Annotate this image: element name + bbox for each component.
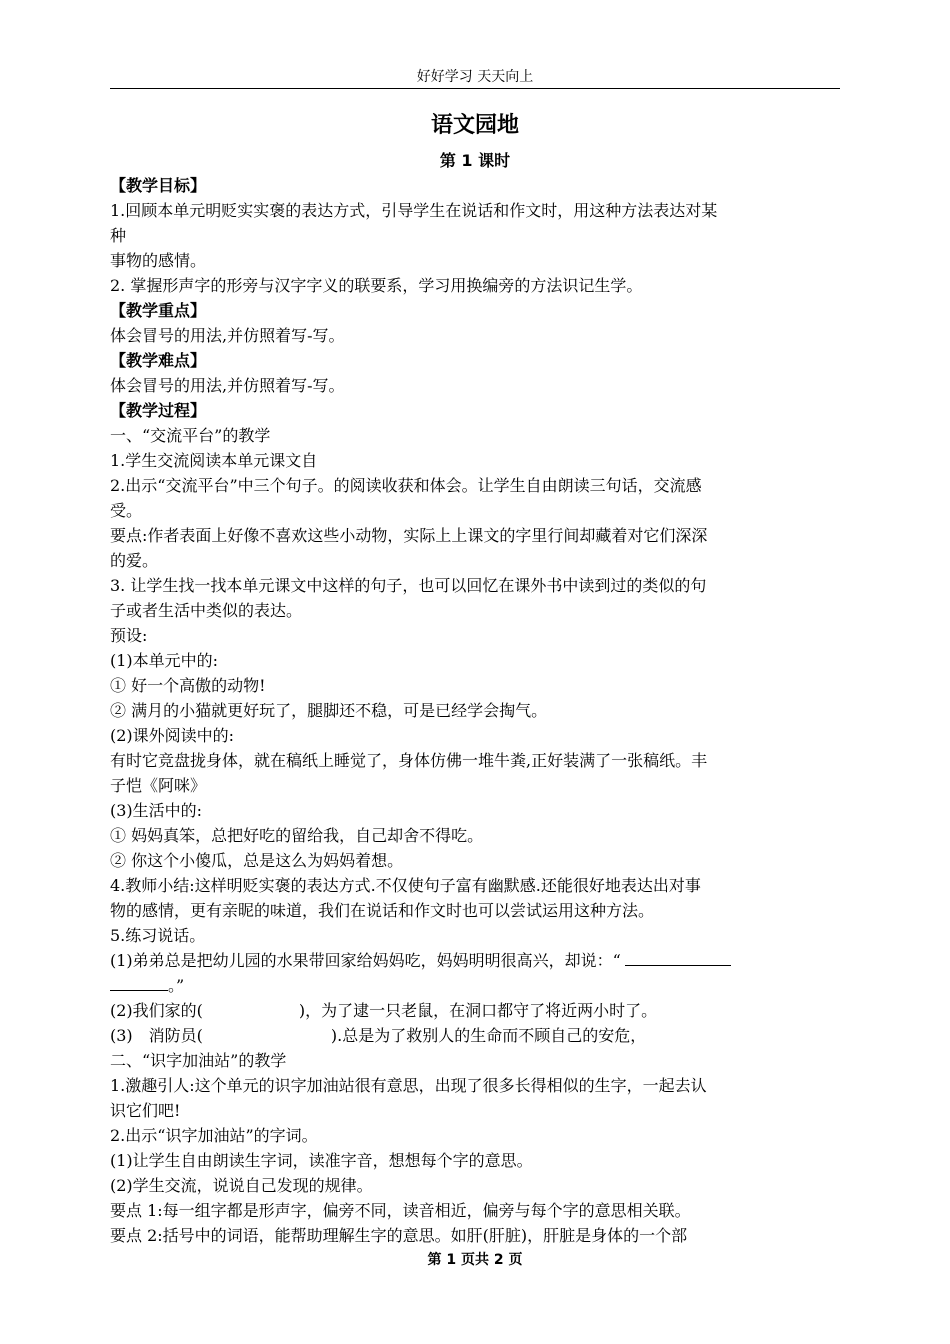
section-heading	[110, 173, 840, 198]
line-text: 1.回顾本单元明贬实实褒的表达方式，引导学生在说话和作文时，用这种方法表达对某	[110, 201, 718, 220]
line-text: 5.练习说话。	[110, 926, 206, 945]
line-text: 【教学过程】	[110, 401, 207, 420]
text-line	[110, 673, 840, 698]
text-line	[110, 373, 840, 398]
line-text: 【教学目标】	[110, 176, 207, 195]
line-text: 物的感情，更有亲昵的味道，我们在说话和作文时也可以尝试运用这种方法。	[110, 901, 655, 920]
text-line	[110, 323, 840, 348]
line-text: 识它们吧!	[110, 1101, 181, 1120]
line-text: 子或者生活中类似的表达。	[110, 601, 303, 620]
text-line	[110, 248, 840, 273]
text-line	[110, 848, 840, 873]
lesson-subtitle: 第 1 课时	[439, 151, 511, 170]
line-text: ② 满月的小猫就更好玩了，腿脚还不稳，可是已经学会掏气。	[110, 701, 548, 720]
line-text: (3)生活中的:	[110, 801, 203, 820]
line-text: 【教学重点】	[110, 301, 207, 320]
line-text: (1)让学生自由朗读生字词，读准字音，想想每个字的意思。	[110, 1151, 533, 1170]
line-text: 要点 1:每一组字都是形声字，偏旁不同，读音相近，偏旁与每个字的意思相关联。	[110, 1201, 691, 1220]
line-text: 预设:	[110, 626, 148, 645]
text-line	[110, 1048, 840, 1073]
text-line	[110, 1223, 840, 1248]
document-body	[110, 173, 840, 1248]
text-line	[110, 723, 840, 748]
line-text: 。”	[168, 976, 185, 995]
text-line	[110, 773, 840, 798]
text-line	[110, 1123, 840, 1148]
line-text: 有时它竞盘拢身体，就在稿纸上睡觉了，身体仿佛一堆牛粪,正好装满了一张稿纸。丰	[110, 751, 708, 770]
text-line	[110, 1173, 840, 1198]
text-line	[110, 898, 840, 923]
text-line	[110, 1198, 840, 1223]
line-text: 2.出示“识字加油站”的字词。	[110, 1126, 318, 1145]
text-line	[110, 548, 840, 573]
line-text: 二、“识字加油站”的教学	[110, 1051, 287, 1070]
text-line	[110, 198, 840, 223]
text-line	[110, 823, 840, 848]
page-header: 好好学习 天天向上	[110, 66, 840, 89]
line-text: 体会冒号的用法,并仿照着写-写。	[110, 376, 345, 395]
line-text: 一、“交流平台”的教学	[110, 426, 271, 445]
line-text: 要点 2:括号中的词语，能帮助理解生字的意思。如肝(肝脏)，肝脏是身体的一个部	[110, 1226, 688, 1245]
page-footer: 第 1 页共 2 页	[427, 1252, 523, 1268]
text-line	[110, 598, 840, 623]
text-line	[110, 523, 840, 548]
text-line	[110, 273, 840, 298]
text-line	[110, 1073, 840, 1098]
text-line	[110, 448, 840, 473]
line-text: 要点:作者表面上好像不喜欢这些小动物，实际上上课文的字里行间却藏着对它们深深	[110, 526, 708, 545]
text-line	[110, 948, 840, 973]
line-text: 事物的感情。	[110, 251, 207, 270]
text-line	[110, 873, 840, 898]
line-text: 3. 让学生找一找本单元课文中这样的句子，也可以回忆在课外书中读到过的类似的句	[110, 576, 707, 595]
line-text: 体会冒号的用法,并仿照着写-写。	[110, 326, 345, 345]
line-text: ① 妈妈真笨，总把好吃的留给我，自己却舍不得吃。	[110, 826, 484, 845]
text-line	[110, 223, 840, 248]
text-line	[110, 998, 840, 1023]
line-text: (2)课外阅读中的:	[110, 726, 235, 745]
section-heading	[110, 348, 840, 373]
text-line	[110, 623, 840, 648]
text-line	[110, 423, 840, 448]
text-line	[110, 798, 840, 823]
line-text: ① 好一个高傲的动物!	[110, 676, 266, 695]
text-line	[110, 698, 840, 723]
line-text: ② 你这个小傻瓜，总是这么为妈妈着想。	[110, 851, 404, 870]
line-text: 2. 掌握形声字的形旁与汉字字义的联要系，学习用换编旁的方法识记生学。	[110, 276, 643, 295]
text-line	[110, 1098, 840, 1123]
line-text: 种	[110, 226, 127, 245]
text-line	[110, 648, 840, 673]
line-text: 1.激趣引人:这个单元的识字加油站很有意思，出现了很多长得相似的生字，一起去认	[110, 1076, 707, 1095]
line-text: (3) 消防员( ).总是为了救别人的生命而不顾自己的安危，	[110, 1026, 647, 1045]
line-text: 1.学生交流阅读本单元课文自	[110, 451, 318, 470]
text-line	[110, 473, 840, 498]
document-title: 语文园地	[430, 113, 519, 138]
line-text: (2)我们家的( )，为了逮一只老鼠，在洞口都守了将近两小时了。	[110, 1001, 658, 1020]
fill-in-blank	[625, 951, 731, 966]
section-heading	[110, 298, 840, 323]
line-text: 【教学难点】	[110, 351, 207, 370]
line-text: (1)本单元中的:	[110, 651, 219, 670]
line-text: 的爱。	[110, 551, 159, 570]
text-line	[110, 573, 840, 598]
line-text: 子恺《阿咪》	[110, 776, 207, 795]
text-line	[110, 973, 840, 998]
line-text: (2)学生交流，说说自己发现的规律。	[110, 1176, 373, 1195]
line-text: (1)弟弟总是把幼儿园的水果带回家给妈妈吃，妈妈明明很高兴，却说：“	[110, 951, 621, 970]
fill-in-blank	[110, 976, 168, 991]
text-line	[110, 1148, 840, 1173]
text-line	[110, 748, 840, 773]
text-line	[110, 1023, 840, 1048]
line-text: 受。	[110, 501, 143, 520]
line-text: 4.教师小结:这样明贬实褒的表达方式.不仅使句子富有幽默感.还能很好地表达出对事	[110, 876, 701, 895]
line-text: 2.出示“交流平台”中三个句子。的阅读收获和体会。让学生自由朗读三句话，交流感	[110, 476, 702, 495]
text-line	[110, 923, 840, 948]
section-heading	[110, 398, 840, 423]
text-line	[110, 498, 840, 523]
